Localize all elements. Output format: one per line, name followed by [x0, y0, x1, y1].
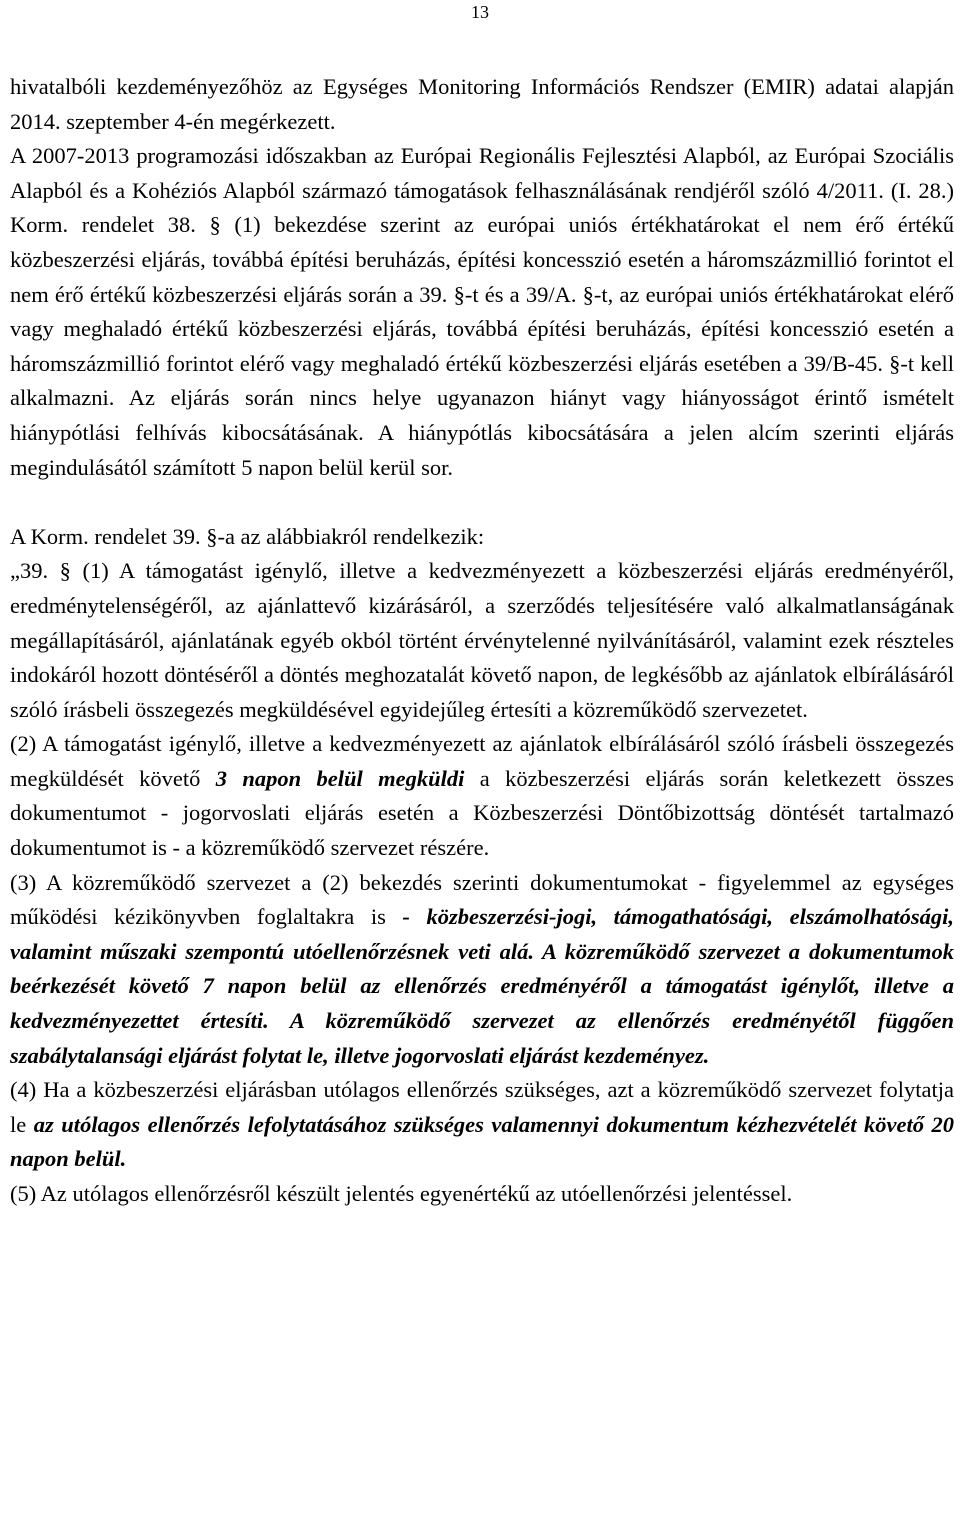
paragraph-39-5: (5) Az utólagos ellenőrzésről készült jelentés egyenértékű az utóellenőrzési jelentéssel.	[10, 1181, 793, 1206]
page-number: 13	[471, 2, 489, 22]
paragraph-39-3: (3) A közreműködő szervezet a (2) bekezdés szerinti dokumentumokat - figyelemmel az egységes működési kézikönyvben foglaltakra is - közbeszerzési-jogi, támogathatósági, elszámolhatósági, valamint műszaki szempontú utóellenőrzésnek veti alá. A közreműködő szervezet a dokumentumok beérkezését követő 7 napon belül az ellenőrzés eredményéről a támogatást igénylőt, illetve a kedvezményezettet értesíti. A közreműködő szervezet az ellenőrzés eredményétől függően szabálytalansági eljárást folytat le, illetve jogorvoslati eljárást kezdeményez.	[10, 869, 954, 1068]
paragraph-39-4: (4) Ha a közbeszerzési eljárásban utólagos ellenőrzés szükséges, azt a közreműködő szervezet folytatja le az utólagos ellenőrzés lefolytatásához szükséges valamennyi dokumentum kézhezvételét követő 20 napon belül.	[10, 1077, 954, 1172]
paragraph-39-2: (2) A támogatást igénylő, illetve a kedvezményezett az ajánlatok elbírálásáról szóló írásbeli összegezés megküldését követő 3 napon belül megküldi a közbeszerzési eljárás során keletkezett összes dokumentumot - jogorvoslati eljárás esetén a Közbeszerzési Döntőbizottság döntését tartalmazó dokumentumot is - a közreműködő szervezet részére.	[10, 731, 954, 861]
emphasis-3-days: 3 napon belül megküldi	[215, 765, 465, 791]
paragraph-emir: hivatalbóli kezdeményezőhöz az Egységes Monitoring Információs Rendszer (EMIR) adatai alapján 2014. szeptember 4-én megérkezett.	[10, 74, 954, 134]
paragraph-39-1: „39. § (1) A támogatást igénylő, illetve a kedvezményezett a közbeszerzési eljárás eredményéről, eredménytelenségéről, az ajánlattevő kizárásáról, a szerződés teljesítésére való alkalmatlanságának megállapításáról, ajánlatának egyéb okból történt érvénytelenné nyilvánításáról, valamint ezek részteles indokáról hozott döntéséről a döntés meghozatalát követő napon, de legkésőbb az ajánlatok elbírálásáról szóló írásbeli összegezés megküldésével egyidejűleg értesíti a közreműködő szervezetet.	[10, 558, 954, 722]
emphasis-20-days: az utólagos ellenőrzés lefolytatásához szükséges valamennyi dokumentum kézhezvételét követő 20 napon belül.	[10, 1111, 954, 1172]
document-body	[10, 70, 954, 1212]
paragraph-regulation-39-intro: A Korm. rendelet 39. §-a az alábbiakról rendelkezik:	[10, 523, 485, 549]
paragraph-regulation-38: A 2007-2013 programozási időszakban az Európai Regionális Fejlesztési Alapból, az Európai Szociális Alapból és a Kohéziós Alapból származó támogatások felhasználásának rendjéről szóló 4/2011. (I. 28.) Korm. rendelet 38. § (1) bekezdése szerint az európai uniós értékhatárokat el nem érő értékű közbeszerzési eljárás, továbbá építési beruházás, építési koncesszió esetén a háromszázmillió forintot el nem érő értékű közbeszerzési eljárás során a 39. §-t és a 39/A. §-t, az európai uniós értékhatárokat elérő vagy meghaladó értékű közbeszerzési eljárás, továbbá építési beruházás, építési koncesszió esetén a háromszázmillió forintot elérő vagy meghaladó értékű közbeszerzési eljárás esetében a 39/B-45. §-t kell alkalmazni. Az eljárás során nincs helye ugyanazon hiányt vagy hiányosságot érintő ismételt hiánypótlási felhívás kibocsátásának. A hiánypótlás kibocsátására a jelen alcím szerinti eljárás megindulásától számított 5 napon belül kerül sor.	[10, 143, 954, 480]
emphasis-post-check: - közbeszerzési-jogi, támogathatósági, elszámolhatósági, valamint műszaki szempontú utóellenőrzésnek veti alá. A közreműködő szervezet a dokumentumok beérkezését követő 7 napon belül az ellenőrzés eredményéről a támogatást igénylőt, illetve a kedvezményezettet értesíti. A közreműködő szervezet az ellenőrzés eredményétől függően szabálytalansági eljárást folytat le, illetve jogorvoslati eljárást kezdeményez.	[10, 904, 954, 1068]
